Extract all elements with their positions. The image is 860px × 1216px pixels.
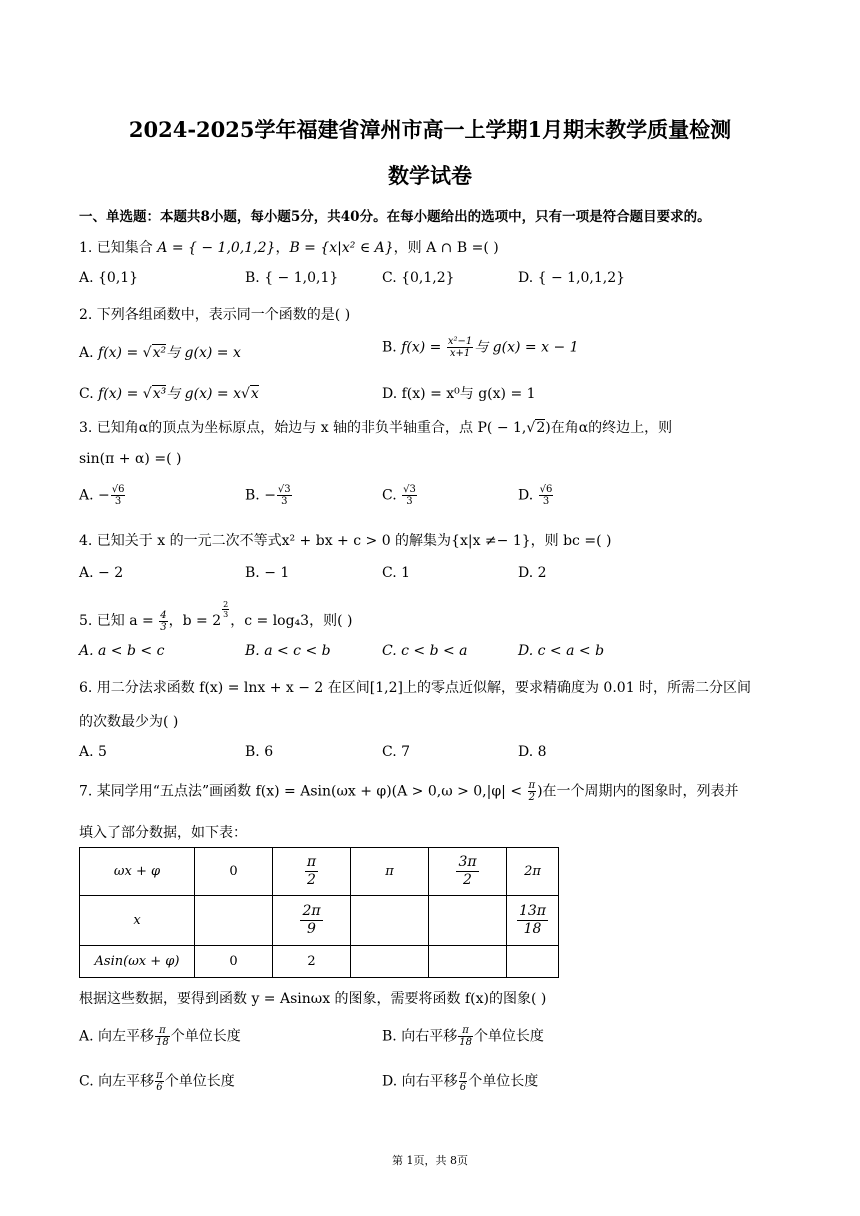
table-cell: ωx + φ bbox=[80, 848, 195, 896]
q6-option-d: D. 8 bbox=[518, 744, 547, 760]
q6-option-a: A. 5 bbox=[79, 744, 107, 760]
q2-b-g: 与 g(x) = x − 1 bbox=[474, 339, 579, 356]
q3-a-num: √6 bbox=[111, 484, 125, 495]
table-cell bbox=[351, 896, 429, 946]
q7-option-b bbox=[382, 1025, 544, 1048]
q1-option-a: A. {0,1} bbox=[79, 270, 139, 286]
table-cell bbox=[429, 896, 507, 946]
q3-text-b: )在角α的终边上，则 bbox=[545, 420, 673, 436]
q7-a-num: π bbox=[155, 1025, 170, 1037]
q2-c-radicand-2: x bbox=[250, 386, 259, 402]
table-row bbox=[80, 848, 559, 896]
q3-option-a bbox=[79, 484, 126, 507]
q2-option-a: A. f(x) = √x²与 g(x) = x bbox=[79, 345, 241, 361]
q5-option-d: D. c < a < b bbox=[518, 643, 605, 659]
question-2: 2. 下列各组函数中，表示同一个函数的是( ) bbox=[79, 307, 351, 323]
table-cell: 0 bbox=[195, 848, 273, 896]
q2-b-denominator: x+1 bbox=[449, 348, 471, 359]
q7-option-c bbox=[79, 1070, 235, 1093]
table-row bbox=[80, 946, 559, 978]
q4-option-d: D. 2 bbox=[518, 565, 547, 581]
q2-c-radicand: x³ bbox=[152, 386, 167, 402]
q7-b-num: π bbox=[458, 1025, 473, 1037]
table-cell bbox=[429, 848, 507, 896]
page-subtitle: 数学试卷 bbox=[388, 163, 472, 188]
question-1 bbox=[79, 237, 499, 257]
table-cell: π bbox=[351, 848, 429, 896]
cell-num: 2π bbox=[302, 903, 321, 919]
q7-c-post: 个单位长度 bbox=[164, 1073, 235, 1090]
q7-a-pre: A. 向左平移 bbox=[79, 1028, 155, 1045]
table-cell bbox=[507, 946, 559, 978]
q7-text-a: 7. 某同学用“五点法”画函数 f(x) = Asin(ωx + φ)(A > 0,ω > 0,|φ| < bbox=[79, 783, 527, 800]
table-cell: x bbox=[80, 896, 195, 946]
q7-phi-den: 2 bbox=[528, 792, 535, 803]
q3-d-num: √6 bbox=[539, 484, 553, 495]
question-7-after-table: 根据这些数据，要得到函数 y = Asinωx 的图象，需要将函数 f(x)的图象( ) bbox=[79, 991, 547, 1007]
q3-option-c bbox=[382, 484, 418, 507]
q1-suffix: ，则 A ∩ B =( ) bbox=[393, 240, 499, 256]
q2-option-c: C. f(x) = √x³与 g(x) = x√x bbox=[79, 386, 259, 402]
q1-set-b: B = {x|x² ∈ A} bbox=[289, 240, 394, 256]
q5-a-den: 3 bbox=[160, 621, 167, 633]
question-6-line-1: 6. 用二分法求函数 f(x) = lnx + x − 2 在区间[1,2]上的零点近似解，要求精确度为 0.01 时，所需二分区间 bbox=[79, 680, 752, 696]
q3-d-den: 3 bbox=[542, 496, 550, 507]
cell-den: 18 bbox=[523, 921, 542, 937]
q3-c-den: 3 bbox=[406, 496, 413, 507]
cell-den: 9 bbox=[307, 921, 316, 937]
q2-option-b bbox=[382, 336, 579, 359]
q3-option-b bbox=[245, 484, 293, 507]
table-cell bbox=[507, 896, 559, 946]
q3-b-label: B. − bbox=[245, 487, 276, 504]
q5-option-c: C. c < b < a bbox=[382, 643, 468, 659]
q5-b: ，b = 2 bbox=[168, 613, 222, 629]
q7-phi-num: π bbox=[528, 780, 536, 791]
q2-c-f: f(x) = bbox=[98, 386, 143, 402]
question-7-line-2: 填入了部分数据，如下表： bbox=[79, 825, 247, 841]
table-cell: 2 bbox=[273, 946, 351, 978]
q7-text-b: )在一个周期内的图象时，列表并 bbox=[537, 783, 739, 800]
table-cell: 2π bbox=[507, 848, 559, 896]
cell-den: 2 bbox=[463, 872, 472, 888]
question-6-line-2: 的次数最少为( ) bbox=[79, 714, 179, 730]
q2-a-f: f(x) = bbox=[98, 345, 143, 361]
q7-a-post: 个单位长度 bbox=[170, 1028, 241, 1045]
q5-prefix: 5. 已知 a = bbox=[79, 613, 159, 629]
q2-c-g: 与 g(x) = x bbox=[166, 386, 241, 402]
q2-b-numerator: x²−1 bbox=[447, 336, 473, 347]
question-3-line-2: sin(π + α) =( ) bbox=[79, 451, 182, 467]
q1-option-d: D. { − 1,0,1,2} bbox=[518, 270, 626, 286]
q3-option-d bbox=[518, 484, 554, 507]
q3-c-num: √3 bbox=[403, 484, 416, 495]
q2-b-f: f(x) = bbox=[401, 339, 446, 356]
q2-b-label: B. bbox=[382, 339, 402, 356]
table-cell bbox=[273, 896, 351, 946]
q1-set-a: A = { − 1,0,1,2} bbox=[157, 240, 276, 256]
q3-radicand: 2 bbox=[536, 420, 546, 436]
table-cell bbox=[195, 896, 273, 946]
q7-b-den: 18 bbox=[459, 1037, 472, 1048]
table-cell bbox=[351, 946, 429, 978]
q5-option-a: A. a < b < c bbox=[79, 643, 165, 659]
q4-option-c: C. 1 bbox=[382, 565, 411, 581]
q3-a-den: 3 bbox=[114, 496, 122, 507]
question-3-line-1: 3. 已知角α的顶点为坐标原点，始边与 x 轴的非负半轴重合，点 P( − 1,√2)在角α的终边上，则 bbox=[79, 420, 673, 436]
q5-option-b: B. a < c < b bbox=[245, 643, 331, 659]
cell-num: 3π bbox=[458, 854, 477, 870]
question-5 bbox=[79, 600, 352, 633]
q2-a-g: 与 g(x) = x bbox=[166, 345, 241, 361]
q2-a-label: A. bbox=[79, 345, 99, 361]
q3-text-a: 3. 已知角α的顶点为坐标原点，始边与 x 轴的非负半轴重合，点 P( − 1, bbox=[79, 420, 527, 436]
q5-b-exp-num: 2 bbox=[223, 600, 229, 609]
q7-d-num: π bbox=[459, 1070, 467, 1081]
table-cell: 0 bbox=[195, 946, 273, 978]
q4-option-a: A. − 2 bbox=[79, 565, 124, 581]
q7-c-den: 6 bbox=[156, 1082, 163, 1093]
question-7-line-1 bbox=[79, 780, 739, 803]
q7-b-post: 个单位长度 bbox=[473, 1028, 544, 1045]
q2-option-d: D. f(x) = x⁰与 g(x) = 1 bbox=[382, 386, 536, 402]
q7-d-post: 个单位长度 bbox=[468, 1073, 539, 1090]
cell-den: 2 bbox=[307, 872, 316, 888]
cell-num: 13π bbox=[518, 903, 546, 919]
q7-option-d bbox=[382, 1070, 538, 1093]
q7-b-pre: B. 向右平移 bbox=[382, 1028, 458, 1045]
q3-b-num: √3 bbox=[277, 484, 291, 495]
q3-c-label: C. bbox=[382, 487, 402, 504]
q1-option-c: C. {0,1,2} bbox=[382, 270, 455, 286]
q7-option-a bbox=[79, 1025, 241, 1048]
q7-d-den: 6 bbox=[459, 1082, 467, 1093]
question-4: 4. 已知关于 x 的一元二次不等式x² + bx + c > 0 的解集为{x|x ≠− 1}，则 bc =( ) bbox=[79, 533, 612, 549]
q6-option-c: C. 7 bbox=[382, 744, 411, 760]
section-heading: 一、单选题：本题共8小题，每小题5分，共40分。在每小题给出的选项中，只有一项是符合题目要求的。 bbox=[79, 209, 711, 225]
q5-suffix: ，c = log₄3，则( ) bbox=[230, 613, 353, 629]
q6-option-b: B. 6 bbox=[245, 744, 274, 760]
q7-c-pre: C. 向左平移 bbox=[79, 1073, 155, 1090]
q3-d-label: D. bbox=[518, 487, 538, 504]
table-cell bbox=[429, 946, 507, 978]
table-cell: Asin(ωx + φ) bbox=[80, 946, 195, 978]
cell-num: π bbox=[306, 854, 317, 870]
five-point-table bbox=[79, 847, 559, 978]
q3-b-den: 3 bbox=[281, 496, 288, 507]
q2-c-label: C. bbox=[79, 386, 99, 402]
q1-prefix: 1. 已知集合 bbox=[79, 240, 158, 256]
q3-a-label: A. − bbox=[79, 487, 110, 504]
page-footer: 第 1页，共 8页 bbox=[392, 1154, 468, 1167]
q7-c-num: π bbox=[156, 1070, 163, 1081]
q2-a-radicand: x² bbox=[152, 345, 167, 361]
table-cell bbox=[273, 848, 351, 896]
q1-sep: ， bbox=[275, 240, 290, 256]
q4-option-b: B. − 1 bbox=[245, 565, 290, 581]
page-title: 2024-2025学年福建省漳州市高一上学期1月期末教学质量检测 bbox=[128, 117, 732, 142]
q7-d-pre: D. 向右平移 bbox=[382, 1073, 458, 1090]
q5-a-num: 4 bbox=[160, 609, 167, 621]
q1-option-b: B. { − 1,0,1} bbox=[245, 270, 339, 286]
q5-b-exp-den: 3 bbox=[223, 610, 229, 619]
q7-a-den: 18 bbox=[156, 1037, 169, 1048]
table-row bbox=[80, 896, 559, 946]
